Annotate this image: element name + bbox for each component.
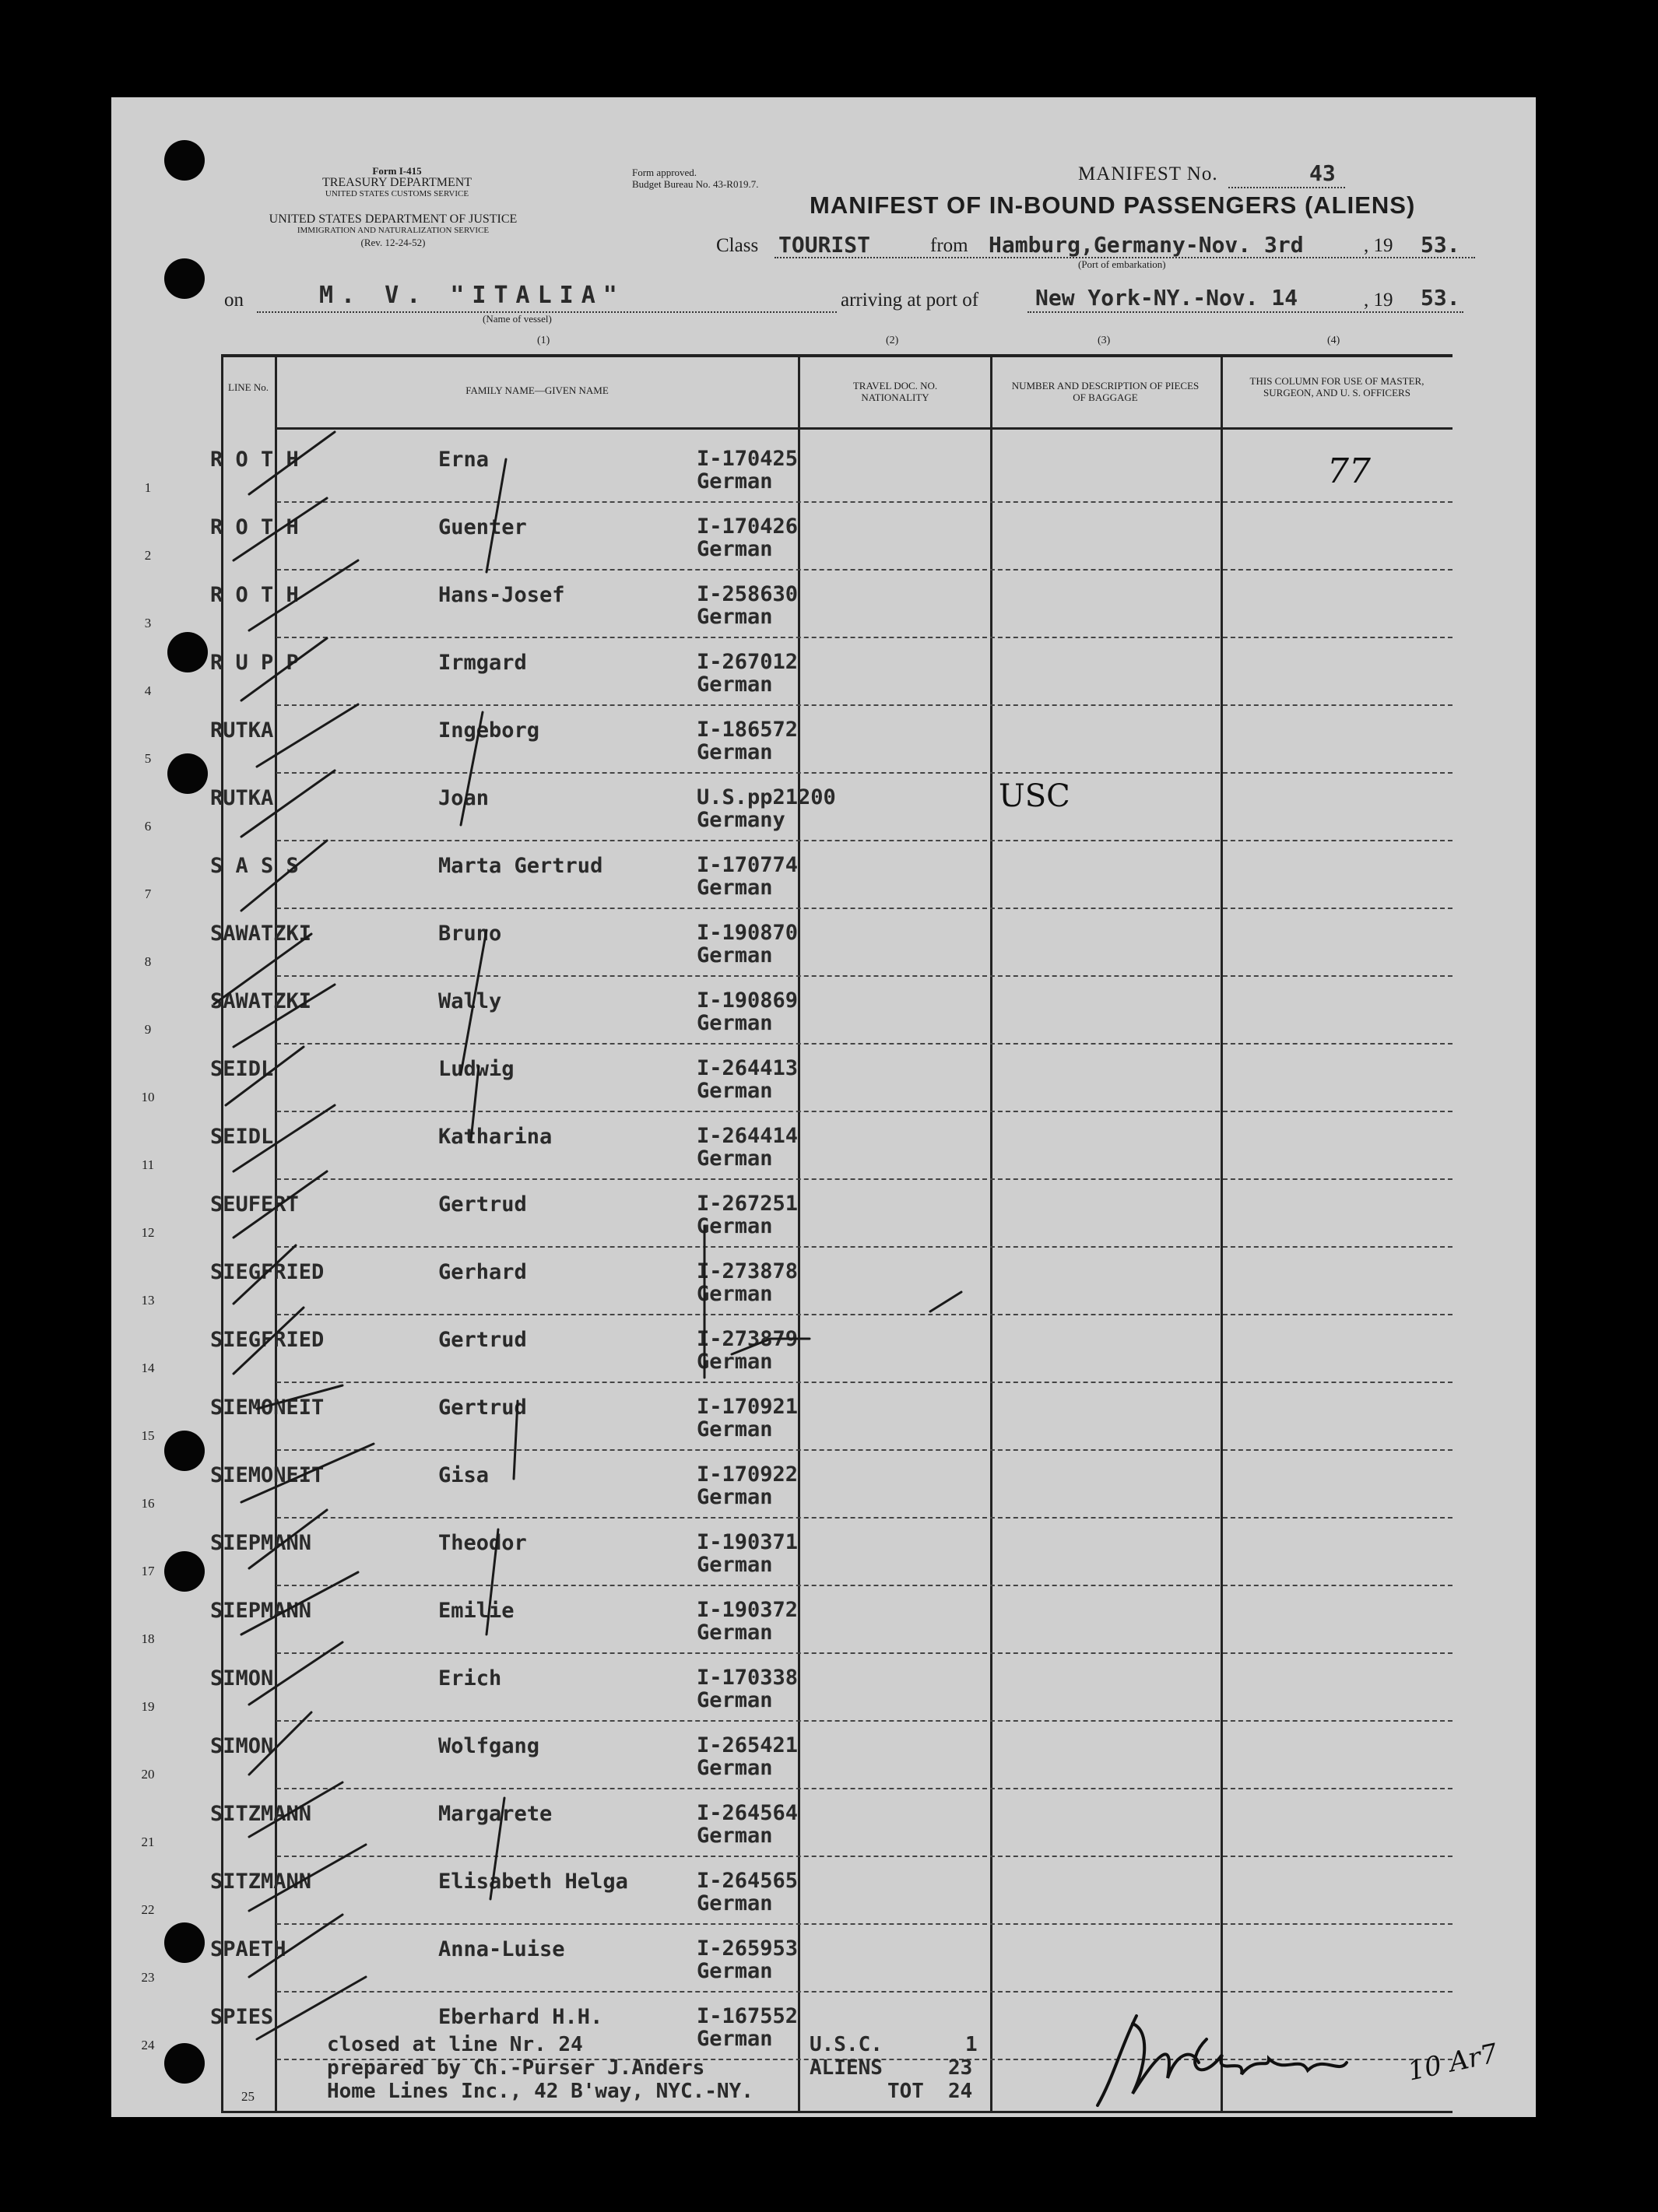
given-name: Gertrud — [438, 1328, 527, 1352]
travel-doc-number: I-167552 — [697, 2004, 799, 2028]
line-number: 3 — [144, 616, 152, 630]
row-divider — [276, 1788, 1453, 1789]
row-divider — [276, 704, 1453, 706]
travel-doc — [697, 1531, 798, 1576]
travel-doc-number: I-267012 — [697, 650, 799, 674]
form-number: Form I-415 — [372, 165, 422, 177]
officer-mark: 77 — [1327, 451, 1371, 491]
row-divider — [276, 1449, 1453, 1451]
family-name: SIMON — [210, 1666, 274, 1691]
travel-doc-number: I-190372 — [697, 1598, 799, 1622]
given-name: Gertrud — [438, 1192, 527, 1217]
line-number: 18 — [141, 1631, 155, 1646]
justice-dept: UNITED STATES DEPARTMENT OF JUSTICE — [269, 212, 518, 226]
nationality: German — [697, 537, 773, 561]
nationality: German — [697, 469, 773, 493]
table-row — [0, 1252, 1424, 1320]
baggage-annotation: USC — [999, 778, 1070, 814]
nationality: German — [697, 1485, 773, 1509]
travel-doc-number: I-264564 — [697, 1801, 799, 1825]
table-row — [0, 711, 1424, 778]
line-number: 6 — [144, 819, 152, 834]
nationality: German — [697, 2027, 773, 2051]
given-name: Erna — [438, 448, 490, 472]
nationality: German — [697, 1688, 773, 1712]
row-divider — [276, 1382, 1453, 1383]
row-divider — [276, 840, 1453, 841]
travel-doc-number: I-190371 — [697, 1530, 799, 1554]
family-name: R O T H — [210, 448, 299, 472]
travel-doc-number: I-267251 — [697, 1192, 799, 1216]
family-name: SEIDL — [210, 1125, 274, 1149]
travel-doc-number: I-190869 — [697, 988, 799, 1013]
year1-prefix: , 19 — [1364, 235, 1393, 256]
family-name: R O T H — [210, 583, 299, 607]
officer-signature — [1090, 2000, 1417, 2117]
customs-service: UNITED STATES CUSTOMS SERVICE — [325, 189, 469, 198]
treasury-dept: TREASURY DEPARTMENT — [321, 176, 472, 189]
travel-doc-number: I-265953 — [697, 1936, 799, 1961]
table-row — [0, 1523, 1424, 1591]
arrival-value: New York-NY.-Nov. 14 — [1035, 285, 1298, 311]
vessel-name: M. V. "ITALIA" — [319, 282, 625, 309]
travel-doc — [697, 1937, 798, 1982]
travel-doc-number: I-170425 — [697, 447, 799, 471]
usc-label: U.S.C. — [810, 2033, 883, 2056]
nationality: German — [697, 1079, 773, 1103]
table-top-border — [221, 354, 1453, 357]
line-number: 14 — [141, 1361, 155, 1375]
given-name: Katharina — [438, 1125, 553, 1149]
table-row — [0, 1794, 1424, 1862]
column-number: (3) — [1098, 335, 1111, 346]
line-number: 22 — [141, 1902, 155, 1917]
form-approved: Form approved. — [632, 167, 697, 178]
travel-doc-number: I-170426 — [697, 514, 799, 539]
line-number: 9 — [144, 1022, 152, 1037]
table-row — [0, 1659, 1424, 1726]
given-name: Marta Gertrud — [438, 854, 603, 878]
manifest-no-underline — [1228, 187, 1345, 188]
nationality: German — [697, 1011, 773, 1035]
family-name: RUTKA — [210, 786, 274, 810]
vessel-caption: (Name of vessel) — [483, 313, 552, 325]
nationality: German — [697, 1350, 773, 1374]
given-name: Emilie — [438, 1599, 515, 1623]
travel-doc — [697, 854, 798, 899]
line-number: 5 — [144, 751, 152, 766]
line-number: 20 — [141, 1767, 155, 1782]
nationality: German — [697, 1891, 773, 1915]
travel-doc-number: I-258630 — [697, 582, 799, 606]
row-divider — [276, 975, 1453, 977]
line-number: 13 — [141, 1293, 155, 1308]
travel-doc — [697, 1192, 798, 1238]
family-name: SEIDL — [210, 1057, 274, 1081]
travel-doc — [697, 718, 798, 764]
given-name: Theodor — [438, 1531, 527, 1555]
travel-doc — [697, 1802, 798, 1847]
given-name: Hans-Josef — [438, 583, 565, 607]
travel-doc-number: I-273878 — [697, 1259, 799, 1283]
manifest-title: MANIFEST OF IN-BOUND PASSENGERS (ALIENS) — [810, 191, 1416, 219]
nationality: German — [697, 1620, 773, 1645]
line-number: 2 — [144, 548, 152, 563]
line-number: 10 — [141, 1090, 155, 1104]
travel-doc — [697, 515, 798, 560]
travel-doc-number: I-265421 — [697, 1733, 799, 1757]
row-divider — [276, 1111, 1453, 1112]
row-divider — [276, 1246, 1453, 1248]
travel-doc — [697, 922, 798, 967]
manifest-no-label: MANIFEST No. — [1078, 163, 1218, 184]
row-divider — [276, 1517, 1453, 1519]
line-number: 11 — [141, 1157, 155, 1172]
nationality: German — [697, 943, 773, 967]
manifest-no-value: 43 — [1309, 160, 1336, 186]
row-divider — [276, 1720, 1453, 1722]
year1-value: 53. — [1421, 232, 1460, 258]
table-row — [0, 1388, 1424, 1455]
nationality: German — [697, 1417, 773, 1441]
travel-doc — [697, 1870, 798, 1915]
line-number: 8 — [144, 954, 152, 969]
arrival-underline — [1027, 311, 1463, 313]
given-name: Gisa — [438, 1463, 490, 1487]
family-name: SIEMONEIT — [210, 1396, 325, 1420]
family-name: SITZMANN — [210, 1870, 312, 1894]
justice-block — [210, 213, 576, 248]
arriving-label: arriving at port of — [841, 290, 979, 311]
given-name: Erich — [438, 1666, 502, 1691]
travel-doc — [697, 1599, 798, 1644]
table-row — [0, 1929, 1424, 1997]
table-row — [0, 575, 1424, 643]
year2-prefix: , 19 — [1364, 290, 1393, 311]
nationality: Germany — [697, 808, 785, 832]
nationality: German — [697, 605, 773, 629]
given-name: Joan — [438, 786, 490, 810]
row-divider — [276, 1652, 1453, 1654]
nationality: German — [697, 740, 773, 764]
travel-doc — [697, 989, 798, 1034]
given-name: Anna-Luise — [438, 1937, 565, 1961]
family-name: SPAETH — [210, 1937, 286, 1961]
travel-doc-number: I-264565 — [697, 1869, 799, 1893]
given-name: Ingeborg — [438, 718, 540, 743]
binder-hole — [164, 258, 205, 299]
row-divider — [276, 1314, 1453, 1315]
line-number: 24 — [141, 2038, 155, 2052]
travel-doc — [697, 448, 798, 493]
row-divider — [276, 1043, 1453, 1045]
table-row — [0, 1185, 1424, 1252]
nationality: German — [697, 1553, 773, 1577]
signature-suffix: 10 Ar7 — [1405, 2038, 1501, 2087]
family-name: SPIES — [210, 2005, 274, 2029]
given-name: Bruno — [438, 922, 502, 946]
footer-closed-line: closed at line Nr. 24 — [327, 2033, 583, 2056]
travel-doc-number: I-186572 — [697, 718, 799, 742]
travel-doc — [697, 651, 798, 696]
table-row — [0, 846, 1424, 914]
line-number: 4 — [144, 683, 152, 698]
line-number: 16 — [141, 1496, 155, 1511]
baggage-header: NUMBER AND DESCRIPTION OF PIECES OF BAGGAGE — [1011, 380, 1200, 403]
name-header: FAMILY NAME—GIVEN NAME — [465, 384, 609, 396]
nationality: German — [697, 1959, 773, 1983]
travel-doc-number: I-264414 — [697, 1124, 799, 1148]
travel-doc — [697, 1125, 798, 1170]
travel-doc-number: I-264413 — [697, 1056, 799, 1080]
given-name: Gertrud — [438, 1396, 527, 1420]
family-name: SAWATZKI — [210, 989, 312, 1013]
on-label: on — [224, 290, 244, 311]
from-label: from — [930, 235, 968, 256]
nationality: German — [697, 1756, 773, 1780]
travel-doc — [697, 1057, 798, 1102]
table-row — [0, 440, 1424, 507]
row-divider — [276, 501, 1453, 503]
travel-doc — [697, 786, 836, 831]
row-divider — [276, 908, 1453, 909]
aliens-count: 23 — [948, 2056, 973, 2080]
table-row — [0, 981, 1424, 1049]
given-name: Wally — [438, 989, 502, 1013]
family-name: SIEPMANN — [210, 1531, 312, 1555]
family-name: SIEPMANN — [210, 1599, 312, 1623]
officers-header: THIS COLUMN FOR USE OF MASTER, SURGEON, AND U. S. OFFICERS — [1249, 375, 1424, 399]
line-no-header: LINE No. — [228, 381, 269, 393]
footer-prepared-by: prepared by Ch.-Purser J.Anders — [327, 2056, 705, 2080]
family-name: SAWATZKI — [210, 922, 312, 946]
given-name: Ludwig — [438, 1057, 515, 1081]
family-name: SIEGFRIED — [210, 1260, 325, 1284]
travel-doc — [697, 1260, 798, 1305]
table-row — [0, 1049, 1424, 1117]
table-row — [0, 507, 1424, 575]
line-number: 21 — [141, 1835, 155, 1849]
table-row — [0, 1455, 1424, 1523]
row-divider — [276, 772, 1453, 774]
travel-doc — [697, 1396, 798, 1441]
given-name: Irmgard — [438, 651, 527, 675]
family-name: SITZMANN — [210, 1802, 312, 1826]
year2-value: 53. — [1421, 285, 1460, 311]
table-row — [0, 643, 1424, 711]
nationality: German — [697, 1146, 773, 1171]
line-number: 15 — [141, 1428, 155, 1443]
class-label: Class — [716, 235, 759, 256]
approval-block — [632, 167, 758, 190]
table-row — [0, 1591, 1424, 1659]
travel-doc-number: I-170774 — [697, 853, 799, 877]
line-number: 12 — [141, 1225, 155, 1240]
nationality: German — [697, 1824, 773, 1848]
table-row — [0, 778, 1424, 846]
travel-doc — [697, 1734, 798, 1779]
travel-doc — [697, 2005, 798, 2050]
row-divider — [276, 1991, 1453, 1993]
travel-doc — [697, 1666, 798, 1712]
travel-doc-number: I-273879 — [697, 1327, 799, 1351]
row-divider — [276, 1856, 1453, 1857]
nationality: German — [697, 876, 773, 900]
column-number: (2) — [886, 335, 899, 346]
tot-count: 24 — [948, 2080, 973, 2103]
form-header-left — [257, 165, 537, 200]
given-name: Wolfgang — [438, 1734, 540, 1758]
binder-hole — [164, 140, 205, 181]
row-divider — [276, 569, 1453, 571]
travel-doc-number: I-190870 — [697, 921, 799, 945]
family-name: R O T H — [210, 515, 299, 539]
family-name: SIMON — [210, 1734, 274, 1758]
table-row — [0, 914, 1424, 981]
table-row — [0, 1726, 1424, 1794]
row-divider — [276, 1585, 1453, 1586]
row-divider — [276, 1923, 1453, 1925]
given-name: Guenter — [438, 515, 527, 539]
usc-count: 1 — [965, 2033, 978, 2056]
row-divider — [276, 637, 1453, 638]
tot-label: TOT — [887, 2080, 924, 2103]
line-number: 17 — [141, 1564, 155, 1578]
ins-service: IMMIGRATION AND NATURALIZATION SERVICE — [297, 226, 490, 235]
column-number: (1) — [537, 335, 550, 346]
table-row — [0, 1862, 1424, 1929]
family-name: RUTKA — [210, 718, 274, 743]
form-revision: (Rev. 12-24-52) — [360, 237, 426, 248]
given-name: Gerhard — [438, 1260, 527, 1284]
family-name: SIEGFRIED — [210, 1328, 325, 1352]
footer-line-no: 25 — [241, 2089, 255, 2104]
family-name: SEUFERT — [210, 1192, 299, 1217]
class-value: TOURIST — [778, 232, 871, 258]
doc-header: TRAVEL DOC. NO. NATIONALITY — [852, 380, 938, 403]
travel-doc-number: I-170922 — [697, 1462, 799, 1487]
travel-doc — [697, 1463, 798, 1508]
nationality: German — [697, 1282, 773, 1306]
nationality: German — [697, 1214, 773, 1238]
budget-bureau: Budget Bureau No. 43-R019.7. — [632, 178, 759, 190]
embarkation-caption: (Port of embarkation) — [1078, 258, 1166, 270]
line-number: 19 — [141, 1699, 155, 1714]
given-name: Margarete — [438, 1802, 553, 1826]
column-number: (4) — [1327, 335, 1340, 346]
line-number: 1 — [144, 480, 152, 495]
travel-doc-number: U.S.pp21200 — [697, 785, 836, 809]
given-name: Eberhard H.H. — [438, 2005, 603, 2029]
travel-doc — [697, 583, 798, 628]
line-number: 7 — [144, 887, 152, 901]
table-row — [0, 1117, 1424, 1185]
travel-doc-number: I-170921 — [697, 1395, 799, 1419]
travel-doc — [697, 1328, 798, 1373]
embarkation-value: Hamburg,Germany-Nov. 3rd — [989, 232, 1304, 258]
aliens-label: ALIENS — [810, 2056, 883, 2080]
nationality: German — [697, 672, 773, 697]
family-name: SIEMONEIT — [210, 1463, 325, 1487]
travel-doc-number: I-170338 — [697, 1666, 799, 1690]
given-name: Elisabeth Helga — [438, 1870, 628, 1894]
family-name: R U P P — [210, 651, 299, 675]
row-divider — [276, 1178, 1453, 1180]
family-name: S A S S — [210, 854, 299, 878]
table-row — [0, 1320, 1424, 1388]
header-bottom-border — [276, 427, 1453, 430]
line-number: 23 — [141, 1970, 155, 1985]
footer-company: Home Lines Inc., 42 B'way, NYC.-NY. — [327, 2080, 753, 2103]
